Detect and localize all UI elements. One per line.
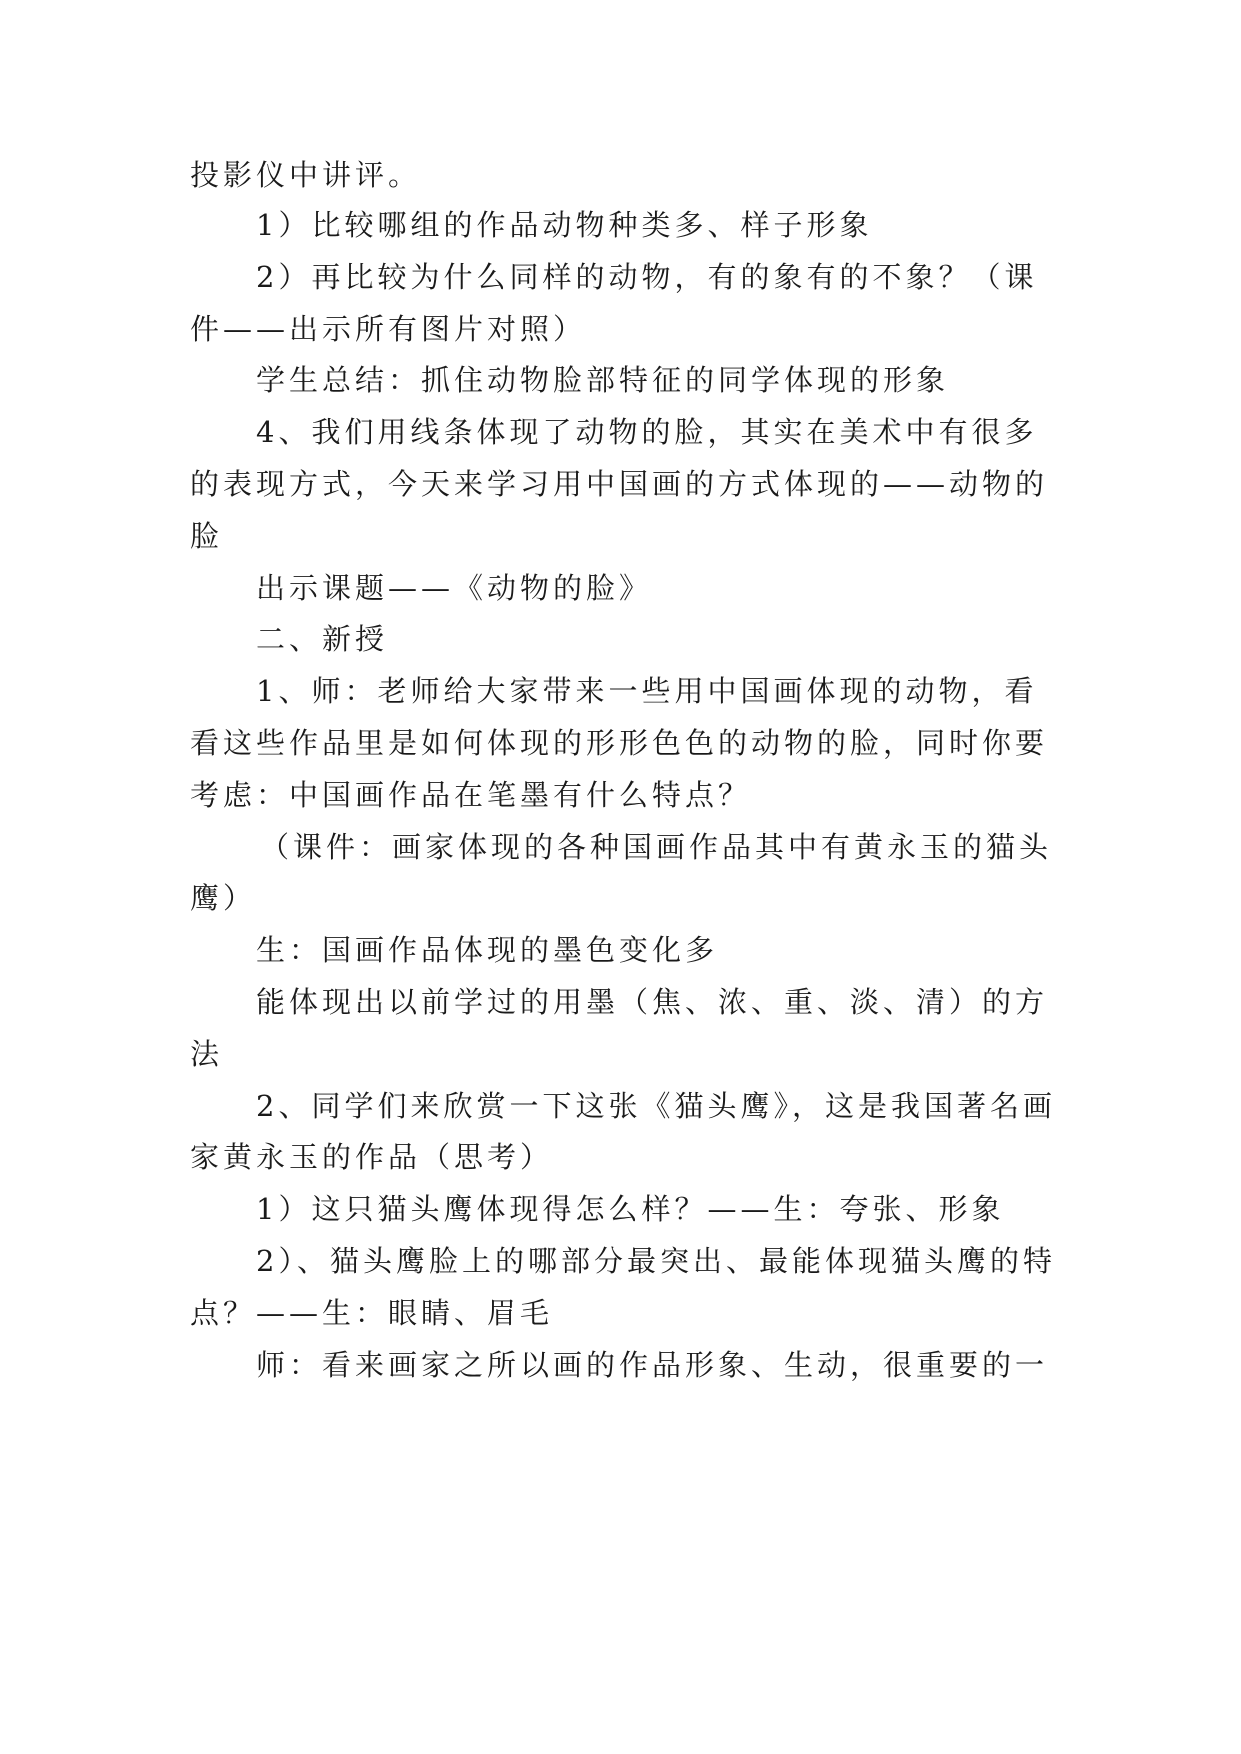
paragraph-line-17: 能体现出以前学过的用墨（焦、浓、重、淡、清）的方 [256, 985, 1049, 1019]
paragraph-line-12: 看这些作品里是如何体现的形形色色的动物的脸，同时你要 [190, 726, 1049, 760]
paragraph-line-23: 点？——生：眼睛、眉毛 [190, 1296, 554, 1330]
paragraph-line-15: 鹰） [190, 881, 257, 915]
paragraph-line-3: 2）再比较为什么同样的动物，有的象有的不象？（课 [256, 260, 1038, 294]
paragraph-line-7: 的表现方式，今天来学习用中国画的方式体现的——动物的 [190, 467, 1049, 501]
paragraph-line-2: 1）比较哪组的作品动物种类多、样子形象 [256, 208, 873, 242]
paragraph-line-21: 1）这只猫头鹰体现得怎么样？——生：夸张、形象 [256, 1192, 1005, 1226]
paragraph-line-16: 生：国画作品体现的墨色变化多 [256, 933, 719, 967]
paragraph-line-5: 学生总结：抓住动物脸部特征的同学体现的形象 [256, 363, 950, 397]
paragraph-line-1: 投影仪中讲评。 [190, 158, 422, 192]
paragraph-line-8: 脸 [190, 519, 224, 553]
paragraph-line-18: 法 [190, 1037, 224, 1071]
paragraph-line-22: 2）、猫头鹰脸上的哪部分最突出、最能体现猫头鹰的特 [256, 1244, 1056, 1278]
section-heading-new-lesson: 二、新授 [256, 622, 389, 656]
paragraph-line-11: 1、师：老师给大家带来一些用中国画体现的动物，看 [256, 674, 1038, 708]
paragraph-line-13: 考虑：中国画作品在笔墨有什么特点？ [190, 778, 752, 812]
paragraph-line-14: （课件：画家体现的各种国画作品其中有黄永玉的猫头 [260, 830, 1053, 864]
paragraph-line-4: 件——出示所有图片对照） [190, 312, 587, 346]
paragraph-line-24: 师：看来画家之所以画的作品形象、生动，很重要的一 [256, 1348, 1049, 1382]
paragraph-line-6: 4、我们用线条体现了动物的脸，其实在美术中有很多 [256, 415, 1038, 449]
paragraph-line-20: 家黄永玉的作品（思考） [190, 1140, 554, 1174]
paragraph-line-9: 出示课题——《动物的脸》 [256, 571, 653, 605]
paragraph-line-19: 2、同学们来欣赏一下这张《猫头鹰》，这是我国著名画 [256, 1089, 1056, 1123]
